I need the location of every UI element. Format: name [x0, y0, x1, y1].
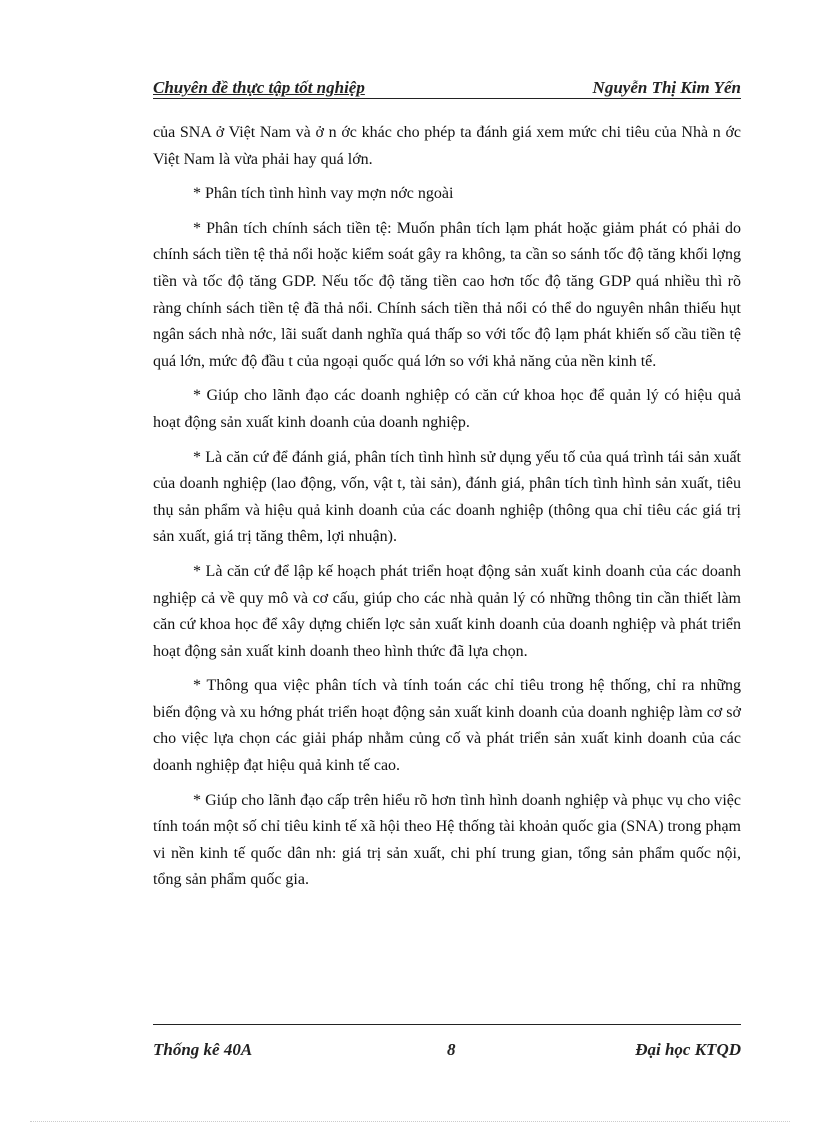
body-paragraph: * Thông qua việc phân tích và tính toán các chỉ tiêu trong hệ thống, chỉ ra những biến động và xu hớng phát triển hoạt động sản xuất kinh doanh của doanh nghiệp làm cơ sở cho việc lựa chọn các giải pháp nhằm củng cố và phát triển sản xuất kinh doanh của các doanh nghiệp đạt hiệu quả kinh tế cao. — [153, 677, 741, 775]
body-paragraph: * Giúp cho lãnh đạo cấp trên hiểu rõ hơn tình hình doanh nghiệp và phục vụ cho việc tính toán một số chỉ tiêu kinh tế xã hội theo Hệ thống tài khoản quốc gia (SNA) trong phạm vi nền kinh tế quốc dân nh: giá trị sản xuất, chi phí trung gian, tổng sản phẩm quốc nội, tổng sản phẩm quốc gia. — [153, 791, 741, 889]
page-body — [153, 120, 741, 902]
page-number: 8 — [447, 1040, 456, 1059]
header-author-name: Nguyễn Thị Kim Yến — [592, 78, 741, 97]
body-paragraph: * Phân tích tình hình vay mợn nớc ngoài — [193, 185, 454, 203]
footer-divider — [153, 1024, 741, 1025]
body-paragraph: * Phân tích chính sách tiền tệ: Muốn phân tích lạm phát hoặc giảm phát có phải do chính sách tiền tệ thả nổi hoặc kiểm soát gây ra không, ta cần so sánh tốc độ tăng khối lợng tiền và tốc độ tăng GDP. Nếu tốc độ tăng tiền cao hơn tốc độ tăng GDP quá nhiều thì rõ ràng chính sách tiền tệ đã thả nổi. Chính sách tiền thả nổi có thể do nguyên nhân thiếu hụt ngân sách nhà nớc, lãi suất danh nghĩa quá thấp so với tốc độ lạm phát khiến số cầu tiền tệ quá lớn, mức độ đầu t của ngoại quốc quá lớn so với khả năng của nền kinh tế. — [153, 219, 741, 370]
footer-university-label: Đại học KTQD — [635, 1040, 741, 1059]
page-footer — [153, 1040, 741, 1064]
body-paragraph: * Là căn cứ để đánh giá, phân tích tình hình sử dụng yếu tố của quá trình tái sản xuất của doanh nghiệp (lao động, vốn, vật t, tài sản), đánh giá, phân tích tình hình sản xuất, tiêu thụ sản phẩm và hiệu quả kinh doanh của các doanh nghiệp (thông qua chỉ tiêu các giá trị sản xuất, giá trị tăng thêm, lợi nhuận). — [153, 448, 741, 546]
body-paragraph: * Giúp cho lãnh đạo các doanh nghiệp có căn cứ khoa học để quản lý có hiệu quả hoạt động sản xuất kinh doanh của doanh nghiệp. — [153, 387, 741, 431]
body-paragraph: của SNA ở Việt Nam và ở n ớc khác cho phép ta đánh giá xem mức chi tiêu của Nhà n ớc Việt Nam là vừa phải hay quá lớn. — [153, 124, 741, 168]
header-divider — [153, 98, 741, 99]
header-document-title: Chuyên đề thực tập tốt nghiệp — [153, 78, 365, 97]
footer-class-label: Thống kê 40A — [153, 1040, 253, 1059]
body-paragraph: * Là căn cứ để lập kế hoạch phát triển hoạt động sản xuất kinh doanh của các doanh nghiệp cả về quy mô và cơ cấu, giúp cho các nhà quản lý có những thông tin cần thiết làm căn cứ khoa học để xây dựng chiến lợc sản xuất kinh doanh của doanh nghiệp và phát triển hoạt động sản xuất kinh doanh theo hình thức đã lựa chọn. — [153, 562, 741, 660]
page-bottom-edge — [30, 1121, 790, 1122]
